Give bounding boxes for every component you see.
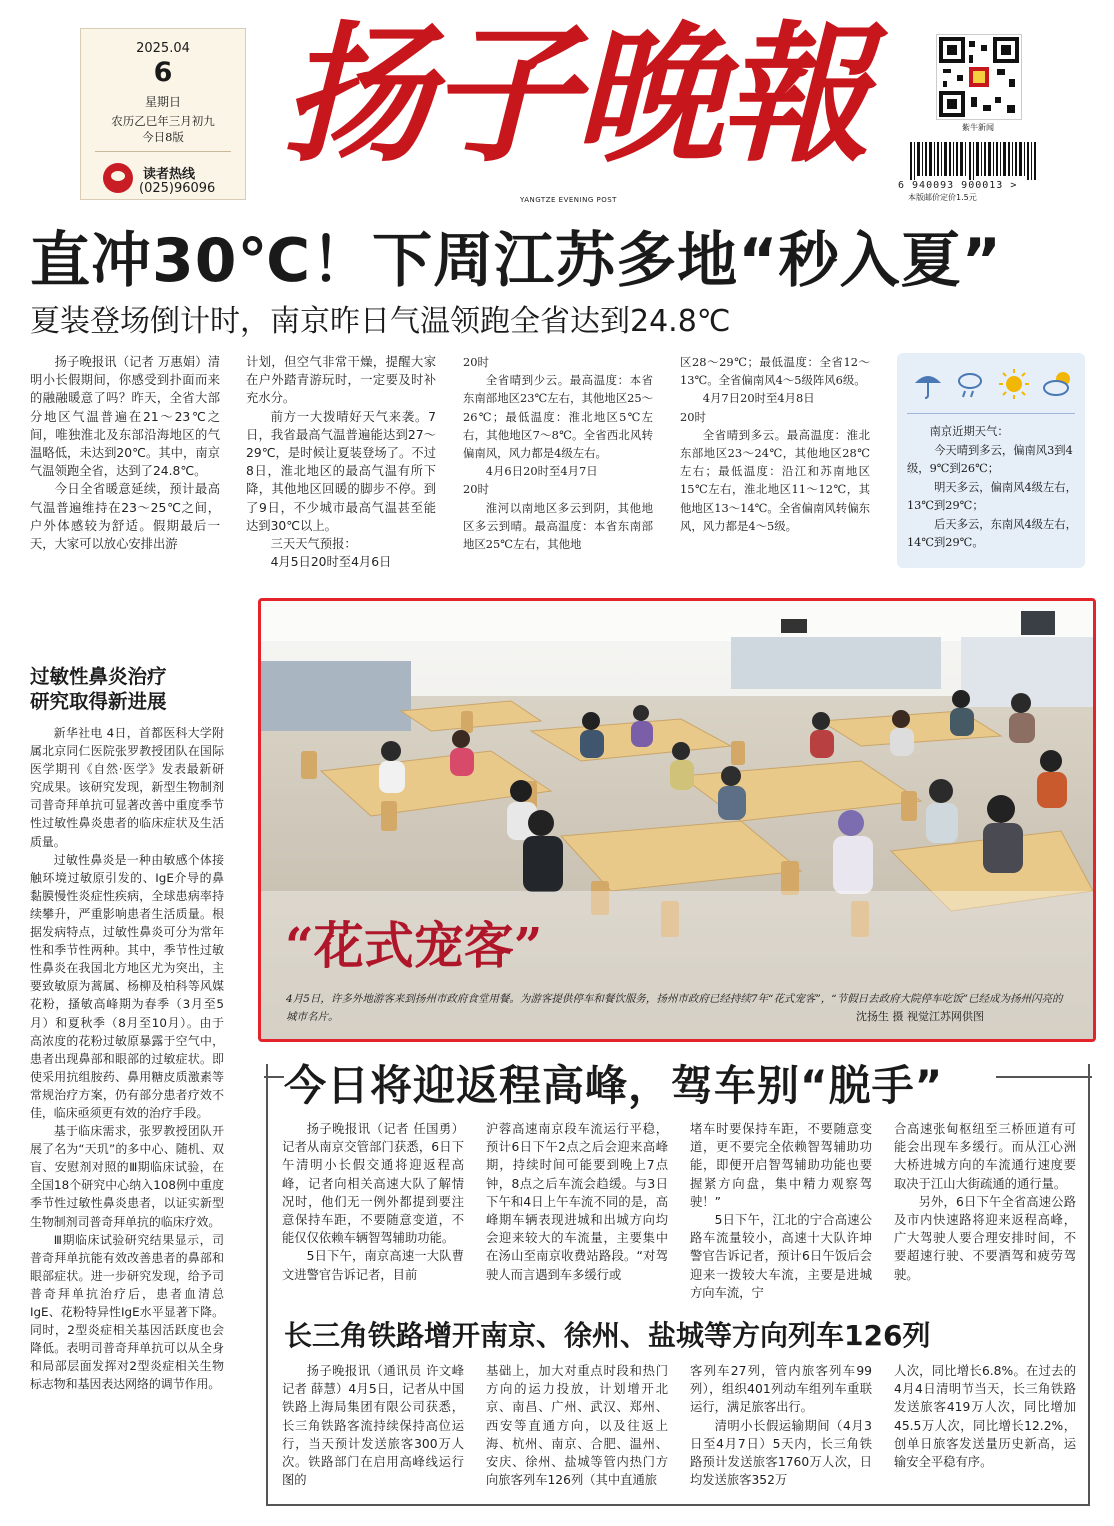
- lead-paragraph: 三天天气预报：: [270, 537, 357, 552]
- lunar-date: [81, 113, 245, 145]
- traffic-paragraph: 合高速张甸枢纽至三桥匝道有可能会出现车多缓行。而从江心洲大桥进城方向的车流通行速度要取决于江山大街疏通的通行量。: [894, 1122, 1076, 1191]
- frame-top-left-rule: [264, 1076, 284, 1078]
- side-headline-line: 研究取得新进展: [30, 690, 167, 713]
- weather-title: 南京近期天气：: [929, 425, 1009, 438]
- lead-paragraph: 区28～29℃；最低温度：全省12～13℃。全省偏南风4～5级阵风6级。: [680, 355, 870, 388]
- newspaper-english-title: YANGTZE EVENING POST: [520, 196, 617, 204]
- traffic-paragraph: 扬子晚报讯（记者 任国勇）记者从南京交管部门获悉，6日下午清明小长假交通将迎返程高峰，记者向相关高速大队了解情况时，他们无一例外都提到要注意保持车距，不要随意变道，不能仅仅依赖车辆智驾辅助功能。: [282, 1122, 464, 1246]
- side-paragraph: 基于临床需求，张罗教授团队开展了名为“天玑”的多中心、随机、双盲、安慰剂对照的Ⅲ期临床试验，在全国18个研究中心纳入108例中重度季节性过敏性鼻炎患者，以证实新型生物制剂司普奇拜单抗的临床疗效。: [30, 1124, 224, 1229]
- lead-paragraph: 20时: [463, 355, 489, 369]
- traffic-column-4: [894, 1120, 1076, 1284]
- traffic-headline: 今日将迎返程高峰，驾车别“脱手”: [284, 1061, 944, 1110]
- traffic-column-2: [486, 1120, 668, 1284]
- lead-paragraph: 4月7日20时至4月8日: [702, 391, 815, 406]
- lead-column-2: [246, 353, 436, 571]
- lead-paragraph: 全省晴到多云。最高温度：淮北东部地区23～24℃，其他地区28℃左右；最低温度：沿江和苏南地区15℃左右，淮北地区11～12℃，其他地区13～14℃。全省偏南风转偏东风，风力都是4～5级。: [680, 427, 870, 533]
- lead-paragraph: 4月5日20时至4月6日: [270, 555, 392, 570]
- weather-tomorrow: 明天多云，偏南风4级左右，13℃到29℃；: [907, 480, 1077, 512]
- rain-umbrella-icon: [911, 367, 945, 401]
- traffic-column-1: [282, 1120, 464, 1284]
- rail-paragraph: 清明小长假运输期间（4月3日至4月7日）5天内，长三角铁路预计发送旅客1760万人次，日均发送旅客352万: [690, 1418, 872, 1488]
- lead-paragraph: 今日全省暖意延续，预计最高气温普遍维持在23～25℃之间，户外体感较为舒适。假期最后一天，大家可以放心安排出游: [30, 482, 220, 552]
- side-story-headline: [30, 664, 167, 714]
- rail-headline: 长三角铁路增开南京、徐州、盐城等方向列车126列: [284, 1319, 931, 1352]
- lead-paragraph: 扬子晚报讯（记者 万惠娟）清明小长假期间，你感受到扑面而来的融融暖意了吗？昨天，全省大部分地区气温普遍在21～23℃之间，唯独淮北及东部沿海地区的气温略低，未达到20℃。其中，南京气温领跑全省，达到了24.8℃。: [30, 355, 220, 479]
- lead-column-3: [463, 353, 653, 553]
- rail-column-4: [894, 1362, 1076, 1471]
- date-day: 6: [153, 57, 173, 88]
- lead-column-4: [680, 353, 870, 535]
- qr-code-icon[interactable]: [936, 34, 1022, 120]
- hotline-label: 读者热线: [143, 167, 196, 182]
- rail-paragraph: 客列车27列，管内旅客列车99列），组织401列动车组列车重联运行，满足旅客出行。: [690, 1364, 872, 1415]
- editions-count: 今日8版: [142, 130, 184, 144]
- photo-credit: 沈扬生 摄 视觉江苏网供图: [856, 1010, 984, 1023]
- traffic-paragraph: 5日下午，南京高速一大队曹文进警官告诉记者，目前: [282, 1249, 464, 1282]
- traffic-column-3: [690, 1120, 872, 1302]
- weather-today: 今天晴到多云，偏南风3到4级，9℃到26℃；: [907, 443, 1073, 475]
- lead-paragraph: 前方一大拨晴好天气来袭。7日，我省最高气温普遍能达到27～29℃，是时候让夏装登场了。不过8日，淮北地区的最高气温有所下降，其他地区回暖的脚步不停。到了9日，不少城市最高气温甚至能达到30℃以上。: [246, 409, 436, 533]
- barcode-number: 6 940093 900013 >: [898, 180, 1018, 191]
- barcode-icon: [908, 142, 1044, 180]
- weather-forecast: [907, 423, 1077, 553]
- lead-paragraph: 20时: [463, 482, 489, 497]
- lead-subheadline: 夏装登场倒计时，南京昨日气温领跑全省达到24.8℃: [30, 304, 731, 339]
- date-box: [80, 28, 246, 200]
- partly-cloudy-icon: [1041, 367, 1075, 401]
- weather-box: [897, 353, 1085, 568]
- rail-column-3: [690, 1362, 872, 1489]
- lead-paragraph: 4月6日20时至4月7日: [485, 464, 598, 479]
- weather-divider: [907, 413, 1075, 414]
- traffic-paragraph: 另外，6日下午全省高速公路及市内快速路将迎来返程高峰，广大驾驶人要合理安排时间，不要超速行驶、不要酒驾和疲劳驾驶。: [894, 1194, 1076, 1282]
- rail-paragraph: 基础上，加大对重点时段和热门方向的运力投放，计划增开北京、南昌、广州、武汉、郑州、西安等直通方向，以及往返上海、杭州、南京、合肥、温州、安庆、徐州、盐城等管内热门方向旅客列车126列（其中直通旅: [486, 1364, 668, 1488]
- frame-top-right-rule: [996, 1076, 1092, 1078]
- traffic-paragraph: 5日下午，江北的宁合高速公路车流量较小，高速十大队许坤警官告诉记者，预计6日午饭后会迎来一拨较大车流，主要是进城方向车流，宁: [690, 1213, 872, 1300]
- side-story-body: [30, 724, 224, 1393]
- newspaper-title: 扬子晚報: [282, 7, 867, 183]
- traffic-paragraph: 堵车时要保持车距，不要随意变道，更不要完全依赖智驾辅助功能，即便开启智驾辅助功能也要握紧方向盘，集中精力观察驾驶！”: [690, 1122, 872, 1209]
- rail-column-1: [282, 1362, 464, 1489]
- weekday: 星期日: [144, 95, 181, 109]
- hotline-number: (025)96096: [139, 181, 216, 196]
- traffic-paragraph: 沪蓉高速南京段车流运行平稳，预计6日下午2点之后会迎来高峰期，持续时间可能要到晚上7点钟，8点之后车流会趋缓。与3日下午和4日上午车流不同的是，高峰期车辆表现进城和出城方向均会迎来较大的车流量，主要集中在汤山至南京收费站路段。“对驾驶人而言遇到车多缓行或: [486, 1122, 668, 1282]
- photo-headline: “花式宠客”: [285, 916, 543, 975]
- rail-paragraph: 人次，同比增长6.8%。在过去的4月4日清明节当天，长三角铁路发送旅客419万人次，同比增加45.5万人次，同比增长12.2%，创单日旅客发送量历史新高，运输安全平稳有序。: [894, 1364, 1076, 1470]
- lead-headline: 直冲30℃！下周江苏多地“秒入夏”: [30, 226, 1003, 296]
- lunar-date-text: 农历乙巳年三月初九: [111, 114, 215, 128]
- cloud-rain-icon: [953, 367, 987, 401]
- lead-paragraph: 淮河以南地区多云到阴，其他地区多云到晴。最高温度：本省东南部地区25℃左右，其他地: [463, 500, 653, 552]
- weather-day-after: 后天多云，东南风4级左右，14℃到29℃。: [907, 517, 1077, 549]
- side-paragraph: Ⅲ期临床试验研究结果显示，司普奇拜单抗能有效改善患者的鼻部和眼部症状。进一步研究发现，给予司普奇拜单抗治疗后，患者血清总IgE、花粉特异性IgE水平显著下降。同时，2型炎症相关基因活跃度也会降低。表明司普奇拜单抗可以从全身和局部层面发挥对2型炎症相关生物标志物和基因表达网络的调节作用。: [30, 1232, 224, 1392]
- lead-paragraph: 计划，但空气非常干燥，提醒大家在户外踏青游玩时，一定要及时补充水分。: [246, 355, 436, 406]
- lead-column-1: [30, 353, 220, 553]
- date-divider: [95, 151, 231, 152]
- side-paragraph: 新华社电 4日，首都医科大学附属北京同仁医院张罗教授团队在国际医学期刊《自然·医学》发表最新研究成果。该研究发现，新型生物制剂司普奇拜单抗可显著改善中重度季节性过敏性鼻炎患者的临床症状及生活质量。: [30, 726, 224, 849]
- price-note: 本版邮价定价1.5元: [908, 193, 977, 202]
- lead-paragraph: 全省晴到少云。最高温度：本省东南部地区23℃左右，其他地区25～26℃；最低温度：淮北地区5℃左右，其他地区7～8℃。全省西北风转偏南风，风力都是4级左右。: [463, 373, 653, 461]
- hotline-logo-icon: [103, 163, 133, 193]
- photo-caption: 4月5日，许多外地游客来到扬州市政府食堂用餐。为游客提供停车和餐饮服务，扬州市政府已经持续7年“花式宠客”，“节假日去政府大院停车吃饭”已经成为扬州闪亮的城市名片。: [286, 993, 1063, 1023]
- side-headline-line: 过敏性鼻炎治疗: [30, 665, 167, 688]
- lead-paragraph: 20时: [680, 409, 706, 424]
- rail-column-2: [486, 1362, 668, 1489]
- rail-paragraph: 扬子晚报讯（通讯员 许文峰 记者 薛慧）4月5日，记者从中国铁路上海局集团有限公司获悉，长三角铁路客流持续保持高位运行，当天预计发送旅客300万人次。铁路部门在启用高峰线运行图的: [282, 1364, 464, 1488]
- qr-label: 紫牛新闻: [962, 123, 994, 132]
- date-year-month: 2025.04: [136, 41, 190, 56]
- sun-icon: [997, 367, 1031, 401]
- side-paragraph: 过敏性鼻炎是一种由敏感个体接触环境过敏原引发的、IgE介导的鼻黏膜慢性炎症性疾病，全球患病率持续攀升，严重影响患者生活质量。根据发病特点，过敏性鼻炎可分为常年性和季节性两种。其中，季节性过敏性鼻炎在我国北方地区尤为突出，主要致敏原为蒿属、杨柳及柏科等风媒花粉，搔敏高峰期为春季（3月至5月）和夏秋季（8月至10月）。由于高浓度的花粉过敏原暴露于空气中，患者出现鼻部和眼部的过敏症状。即使采用抗组胺药、鼻用糖皮质激素等常规治疗方案，仍有部分患者疗效不佳，临床亟须更有效的治疗手段。: [30, 852, 224, 1120]
